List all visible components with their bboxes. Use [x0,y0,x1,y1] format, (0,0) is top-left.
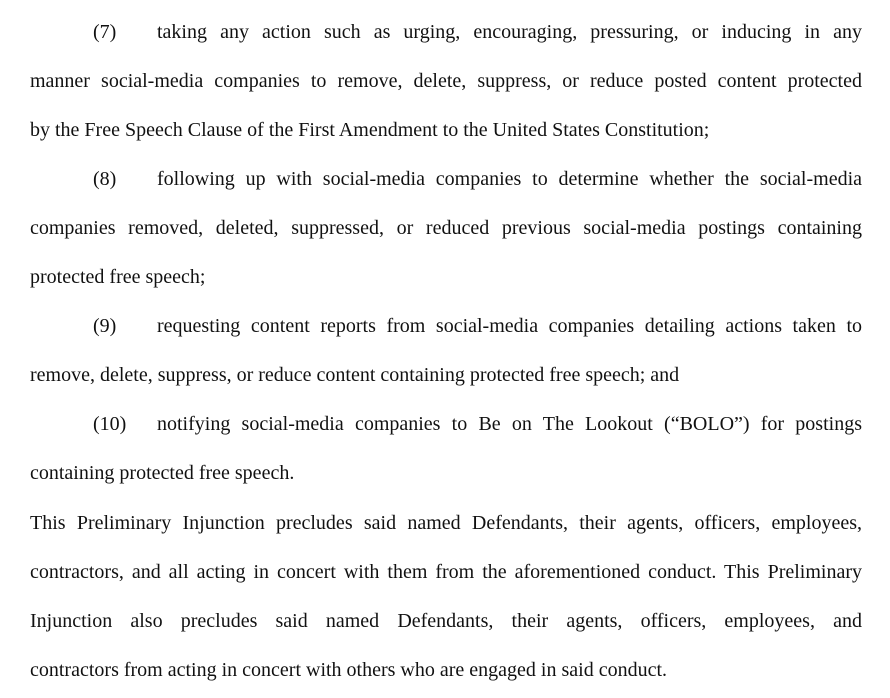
item-8-line-2: companies removed, deleted, suppressed, or reduced previous social-media postings containing [30,217,862,239]
item-number-9: (9) [93,315,117,337]
item-9-line-1: requesting content reports from social-media companies detailing actions taken to [157,315,862,337]
item-8-line-1: following up with social-media companies to determine whether the social-media [157,168,862,190]
item-10-line-1: notifying social-media companies to Be on The Lookout (“BOLO”) for postings [157,413,862,435]
closing-paragraph-line-2: contractors, and all acting in concert with them from the aforementioned conduct. This Preliminary [30,561,862,583]
item-7-line-2: manner social-media companies to remove, delete, suppress, or reduce posted content protected [30,70,862,92]
item-7-line-3: by the Free Speech Clause of the First Amendment to the United States Constitution; [30,119,710,141]
item-number-7: (7) [93,21,117,43]
item-7-line-1: taking any action such as urging, encouraging, pressuring, or inducing in any [157,21,862,43]
item-8-line-3: protected free speech; [30,266,206,288]
item-9-line-2: remove, delete, suppress, or reduce content containing protected free speech; and [30,364,680,386]
closing-paragraph-line-1: This Preliminary Injunction precludes said named Defendants, their agents, officers, employees, [30,512,862,534]
item-number-10: (10) [93,413,127,435]
closing-paragraph-line-3: Injunction also precludes said named Defendants, their agents, officers, employees, and [30,610,862,632]
item-10-line-2: containing protected free speech. [30,462,295,484]
closing-paragraph-line-4: contractors from acting in concert with others who are engaged in said conduct. [30,659,668,681]
item-number-8: (8) [93,168,117,190]
